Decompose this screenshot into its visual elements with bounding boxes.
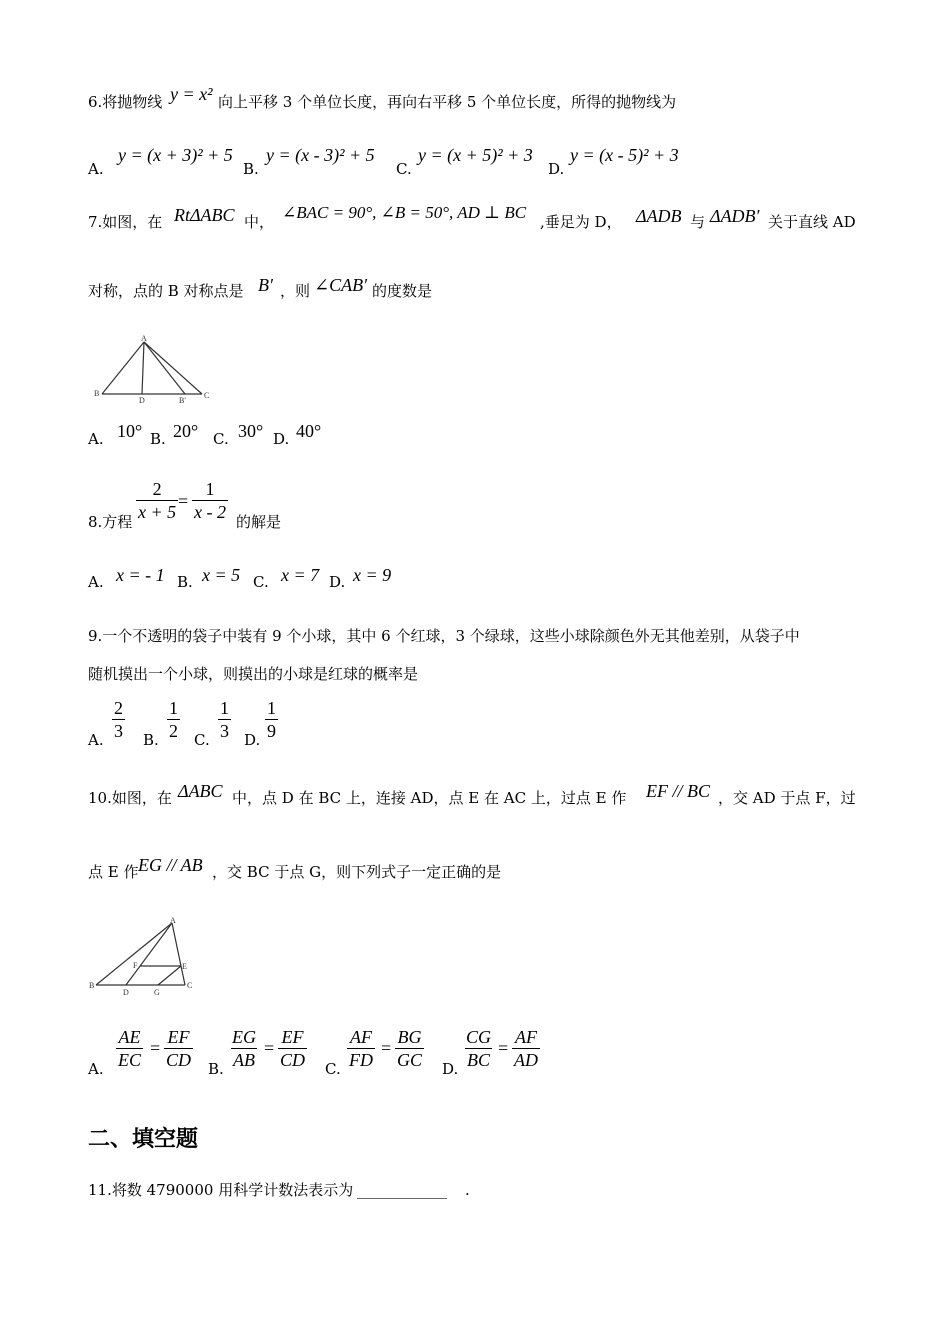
- q10-line1-b: 中，点 D 在 BC 上，连接 AD，点 E 在 AC 上，过点 E 作: [232, 789, 627, 807]
- q10-option-a-left-den: EC: [118, 1050, 142, 1070]
- q7-math-b-prime: B′: [258, 275, 273, 295]
- q7-label-b: B: [94, 389, 100, 398]
- q6-option-d-label: D.: [548, 160, 565, 178]
- q10-option-c-eq: =: [381, 1038, 392, 1058]
- q7-option-d-expr: 40°: [296, 421, 322, 441]
- q10-option-a-eq: =: [150, 1038, 161, 1058]
- q9-option-d-num: 1: [267, 698, 276, 718]
- q10-option-b-right-den: CD: [280, 1050, 306, 1070]
- q10-option-b-label: B.: [208, 1060, 224, 1078]
- q8-option-c-label: C.: [253, 573, 269, 591]
- q10-option-b-right-num: EF: [281, 1027, 304, 1047]
- q8-fraction-left-num: 2: [152, 479, 162, 499]
- q10-option-a-left: [116, 1026, 143, 1071]
- q10-option-d-right: [512, 1026, 540, 1071]
- q9-line1: 9.一个不透明的袋子中装有 9 个小球，其中 6 个红球，3 个绿球，这些小球除颜色外无其他差别，从袋子中: [88, 627, 800, 645]
- q7-edge-ac: [144, 342, 202, 394]
- q9-option-b-fraction: [167, 697, 180, 742]
- q7-line1-c: ,垂足为 D，: [540, 213, 622, 231]
- q7-math-adb-prime: ΔADB′: [710, 206, 760, 226]
- q7-option-b-label: B.: [150, 430, 166, 448]
- q10-option-d-right-den: AD: [514, 1050, 538, 1070]
- q9-option-b-num: 1: [169, 698, 178, 718]
- q10-option-d-left-num: CG: [466, 1027, 492, 1047]
- q9-option-d-den: 9: [267, 721, 276, 741]
- q10-option-c-right: [395, 1026, 424, 1071]
- q10-math-abc: ΔABC: [178, 781, 223, 801]
- q10-option-b-left-den: AB: [233, 1050, 255, 1070]
- q7-line1-d: 与: [690, 213, 706, 231]
- q8-option-c-expr: x = 7: [281, 565, 320, 585]
- q7-triangle-figure: [92, 332, 220, 410]
- q10-option-d-left-den: BC: [467, 1050, 491, 1070]
- q6-option-a-label: A.: [88, 160, 104, 178]
- q10-line2-b: ，交 BC 于点 G，则下列式子一定正确的是: [212, 863, 502, 881]
- q10-option-a-left-num: AE: [118, 1027, 141, 1047]
- q7-math-cab-prime: ∠CAB′: [314, 275, 368, 295]
- q10-option-a-right: [164, 1026, 193, 1071]
- q6-option-c-expr: y = (x + 5)² + 3: [418, 145, 533, 165]
- q8-fraction-right-den: x - 2: [194, 502, 226, 522]
- q7-option-c-expr: 30°: [238, 421, 264, 441]
- q6-stem-math: y = x²: [170, 84, 213, 104]
- q10-edge-ad: [126, 923, 172, 985]
- q10-option-b-right: [278, 1026, 307, 1071]
- q10-line1-c: ，交 AD 于点 F，过: [718, 789, 856, 807]
- q10-option-d-label: D.: [442, 1060, 459, 1078]
- q9-option-a-fraction: [112, 697, 125, 742]
- q10-option-d-eq: =: [498, 1038, 509, 1058]
- q10-label-g: G: [154, 988, 160, 997]
- q8-option-a-label: A.: [88, 573, 104, 591]
- q8-stem-prefix: 8.方程: [88, 513, 133, 531]
- q10-option-c-left-num: AF: [350, 1027, 372, 1047]
- q6-stem-suffix: 向上平移 3 个单位长度，再向右平移 5 个单位长度，所得的抛物线为: [218, 93, 677, 111]
- q10-option-c-left: [347, 1026, 375, 1071]
- q8-stem-suffix: 的解是: [236, 513, 282, 531]
- q9-option-c-label: C.: [194, 731, 210, 749]
- q6-option-b-expr: y = (x - 3)² + 5: [266, 145, 375, 165]
- q9-option-c-num: 1: [220, 698, 229, 718]
- q8-option-b-label: B.: [177, 573, 193, 591]
- q10-option-a-label: A.: [88, 1060, 104, 1078]
- q9-option-c-den: 3: [220, 721, 229, 741]
- q10-triangle-figure: [88, 915, 202, 999]
- q6-option-b-label: B.: [243, 160, 259, 178]
- q7-line2-b: ，则: [280, 282, 311, 300]
- q8-option-d-label: D.: [329, 573, 346, 591]
- q8-option-d-expr: x = 9: [353, 565, 392, 585]
- q6-option-c-label: C.: [396, 160, 412, 178]
- q8-option-a-expr: x = - 1: [116, 565, 165, 585]
- q10-line2-a: 点 E 作: [88, 863, 139, 881]
- q8-fraction-right: [192, 478, 228, 523]
- q8-option-b-expr: x = 5: [202, 565, 241, 585]
- q9-option-c-fraction: [218, 697, 231, 742]
- q7-line2-c: 的度数是: [372, 282, 433, 300]
- q7-option-a-expr: 10°: [117, 421, 143, 441]
- q7-label-a: A: [141, 334, 147, 343]
- q7-edge-ad: [142, 342, 144, 394]
- q6-option-a-expr: y = (x + 3)² + 5: [118, 145, 233, 165]
- q10-option-c-right-num: BG: [397, 1027, 422, 1047]
- q10-line1-a: 10.如图，在: [88, 789, 172, 807]
- q8-equals: =: [178, 491, 189, 511]
- q7-math-rt-abc: RtΔABC: [174, 205, 235, 225]
- q7-edge-ab: [102, 342, 144, 394]
- q10-math-ef-bc: EF // BC: [646, 781, 710, 801]
- q9-option-b-den: 2: [169, 721, 178, 741]
- q11-period: .: [465, 1181, 470, 1199]
- q9-option-d-fraction: [265, 697, 278, 742]
- q10-label-b: B: [89, 981, 95, 990]
- q10-option-b-eq: =: [264, 1038, 275, 1058]
- q9-line2: 随机摸出一个小球，则摸出的小球是红球的概率是: [88, 665, 419, 683]
- q10-option-b-left: [230, 1026, 258, 1071]
- q9-option-d-label: D.: [244, 731, 261, 749]
- q7-line1-b: 中，: [244, 213, 275, 231]
- q7-edge-ab-prime: [144, 342, 185, 394]
- q7-option-d-label: D.: [273, 430, 290, 448]
- q7-line1-e: 关于直线 AD: [768, 213, 856, 231]
- q10-label-f: F: [133, 961, 138, 970]
- q7-label-c: C: [204, 391, 210, 400]
- q7-line2-a: 对称，点的 B 对称点是: [88, 282, 244, 300]
- q7-label-d: D: [139, 396, 145, 405]
- q10-edge-ac: [172, 923, 185, 985]
- q10-label-a: A: [170, 916, 176, 925]
- q10-option-c-right-den: GC: [397, 1050, 423, 1070]
- q10-label-c: C: [187, 981, 193, 990]
- q10-edge-eg: [158, 966, 181, 985]
- q11-text: 11.将数 4790000 用科学计数法表示为: [88, 1181, 354, 1199]
- q10-edge-ab: [96, 923, 172, 985]
- q7-math-adb: ΔADB: [636, 206, 682, 226]
- q8-fraction-left-den: x + 5: [138, 502, 177, 522]
- q9-option-a-num: 2: [114, 698, 123, 718]
- q10-option-d-right-num: AF: [515, 1027, 537, 1047]
- q8-fraction-right-num: 1: [205, 479, 215, 499]
- q10-option-a-right-num: EF: [167, 1027, 190, 1047]
- q7-option-a-label: A.: [88, 430, 104, 448]
- q6-option-d-expr: y = (x - 5)² + 3: [570, 145, 679, 165]
- q7-line1-a: 7.如图，在: [88, 213, 163, 231]
- q8-fraction-left: [136, 478, 178, 523]
- q9-option-b-label: B.: [143, 731, 159, 749]
- q7-label-b-prime: B': [179, 396, 186, 405]
- q7-option-c-label: C.: [213, 430, 229, 448]
- q9-option-a-label: A.: [88, 731, 104, 749]
- q10-option-a-right-den: CD: [166, 1050, 192, 1070]
- q10-math-eg-ab: EG // AB: [138, 855, 203, 875]
- q7-option-b-expr: 20°: [173, 421, 199, 441]
- q10-option-d-left: [464, 1026, 493, 1071]
- q10-label-d: D: [123, 988, 129, 997]
- q10-option-c-label: C.: [325, 1060, 341, 1078]
- q10-option-c-left-den: FD: [349, 1050, 373, 1070]
- q9-option-a-den: 3: [114, 721, 123, 741]
- section-title-fill-in: 二、填空题: [88, 1127, 199, 1152]
- q6-stem-prefix: 6.将抛物线: [88, 93, 163, 111]
- q7-math-angles: ∠BAC = 90°, ∠B = 50°, AD ⊥ BC: [282, 203, 527, 222]
- q10-option-b-left-num: EG: [232, 1027, 256, 1047]
- q10-label-e: E: [182, 962, 187, 971]
- q11-answer-blank[interactable]: ____________: [357, 1181, 447, 1199]
